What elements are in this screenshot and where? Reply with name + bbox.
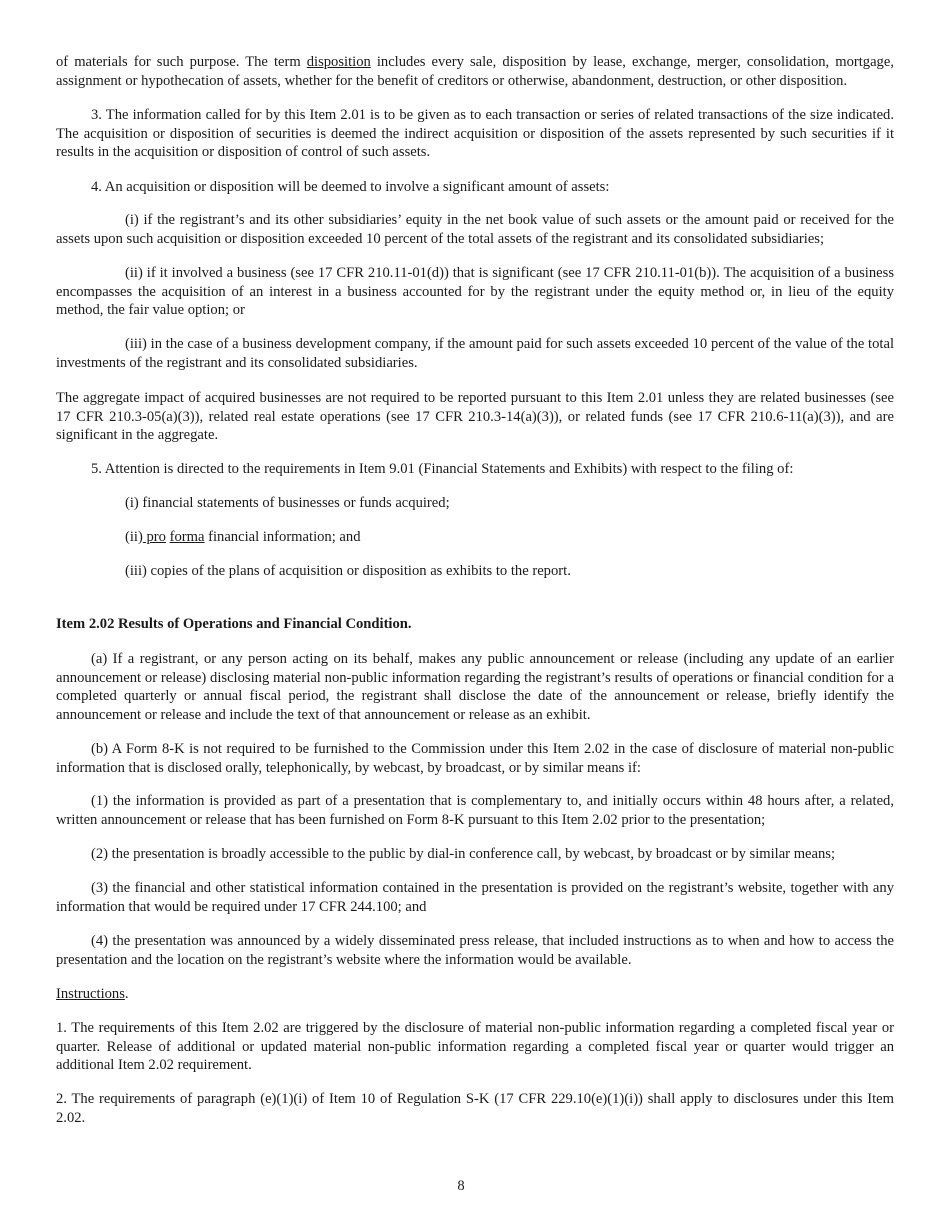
paragraph-aggregate-impact: The aggregate impact of acquired businesses are not required to be reported pursuant to this Item 2.01 unless they are related businesses (see 17 CFR 210.3-05(a)(3)), related real estate operations (see 17 CFR 210.3-14(a)(3)), or related funds (see 17 CFR 210.6-11(a)(3)), and are significant in the aggregate.	[56, 390, 894, 444]
paragraph-b-4: (4) the presentation was announced by a widely disseminated press release, that included instructions as to when and how to access the presentation and the location on the registrant’s website where the information would be available.	[56, 933, 894, 968]
paragraph-3: 3. The information called for by this Item 2.01 is to be given as to each transaction or series of related transactions of the size indicated. The acquisition or disposition of securities is deemed the indirect acquisition or disposition of the assets represented by such securities if it results in the acquisition or disposition of control of such assets.	[56, 107, 894, 161]
paragraph-disposition-definition	[56, 53, 894, 90]
paragraph-4: 4. An acquisition or disposition will be deemed to involve a significant amount of assets:	[91, 179, 610, 195]
text-run: includes every sale, disposition by lease, exchange, merger, consolidation, mortgage, assignment or hypothecation of assets, whether for the benefit of creditors or otherwise, abandonment, destruction, or other disposition.	[56, 54, 894, 89]
text-run: financial information; and	[204, 529, 361, 545]
paragraph-4-iii: (iii) in the case of a business development company, if the amount paid for such assets exceeded 10 percent of the value of the total investments of the registrant and its consolidated subsidiaries.	[56, 336, 894, 371]
paragraph-b-1: (1) the information is provided as part of a presentation that is complementary to, and initially occurs within 48 hours after, a related, written announcement or release that has been furnished on Form 8-K pursuant to this Item 2.02 prior to the presentation;	[56, 793, 894, 828]
instruction-2: 2. The requirements of paragraph (e)(1)(i) of Item 10 of Regulation S-K (17 CFR 229.10(e)(1)(i)) shall apply to disclosures under this Item 2.02.	[56, 1091, 894, 1126]
paragraph-b: (b) A Form 8-K is not required to be furnished to the Commission under this Item 2.02 in the case of disclosure of material non-public information that is disclosed orally, telephonically, by webcast, by broadcast, or by similar means if:	[56, 741, 894, 776]
paragraph-5: 5. Attention is directed to the requirements in Item 9.01 (Financial Statements and Exhibits) with respect to the filing of:	[91, 461, 794, 477]
text-run: .	[124, 986, 129, 1002]
instructions-heading: Instructions	[56, 986, 125, 1002]
term-pro: pro	[142, 529, 166, 545]
instruction-1: 1. The requirements of this Item 2.02 are triggered by the disclosure of material non-public information regarding a completed fiscal year or quarter. Release of additional or updated material non-public information regarding a completed fiscal year or quarter would trigger an additional Item 2.02 requirement.	[56, 1020, 894, 1074]
paragraph-5-iii: (iii) copies of the plans of acquisition or disposition as exhibits to the report.	[125, 563, 571, 579]
paragraph-5-i: (i) financial statements of businesses or funds acquired;	[125, 495, 450, 511]
paragraph-5-ii	[125, 528, 894, 547]
section-heading-item-2-02: Item 2.02 Results of Operations and Financial Condition.	[56, 616, 412, 632]
text-run: (ii)	[125, 529, 143, 545]
text-run: of materials for such purpose. The term	[56, 54, 307, 70]
instructions-label	[56, 985, 894, 1004]
term-forma: forma	[169, 529, 205, 545]
paragraph-b-2: (2) the presentation is broadly accessible to the public by dial-in conference call, by webcast, by broadcast or by similar means;	[91, 846, 836, 862]
term-disposition: disposition	[306, 54, 371, 70]
page-number: 8	[457, 1178, 465, 1194]
paragraph-b-3: (3) the financial and other statistical information contained in the presentation is provided on the registrant’s website, together with any information that would be required under 17 CFR 244.100; and	[56, 880, 894, 915]
paragraph-4-i: (i) if the registrant’s and its other subsidiaries’ equity in the net book value of such assets or the amount paid or received for the assets upon such acquisition or disposition exceeded 10 percent of the total assets of the registrant and its consolidated subsidiaries;	[56, 212, 894, 247]
paragraph-4-ii: (ii) if it involved a business (see 17 CFR 210.11-01(d)) that is significant (see 17 CFR 210.11-01(b)). The acquisition of a business encompasses the acquisition of an interest in a business accounted for by the registrant under the equity method or, in lieu of the equity method, the fair value option; or	[56, 265, 894, 319]
paragraph-a: (a) If a registrant, or any person acting on its behalf, makes any public announcement or release (including any update of an earlier announcement or release) disclosing material non-public information regarding the registrant’s results of operations or financial condition for a completed quarterly or annual fiscal period, the registrant shall disclose the date of the announcement or release, briefly identify the announcement or release and include the text of that announcement or release as an exhibit.	[56, 651, 894, 723]
